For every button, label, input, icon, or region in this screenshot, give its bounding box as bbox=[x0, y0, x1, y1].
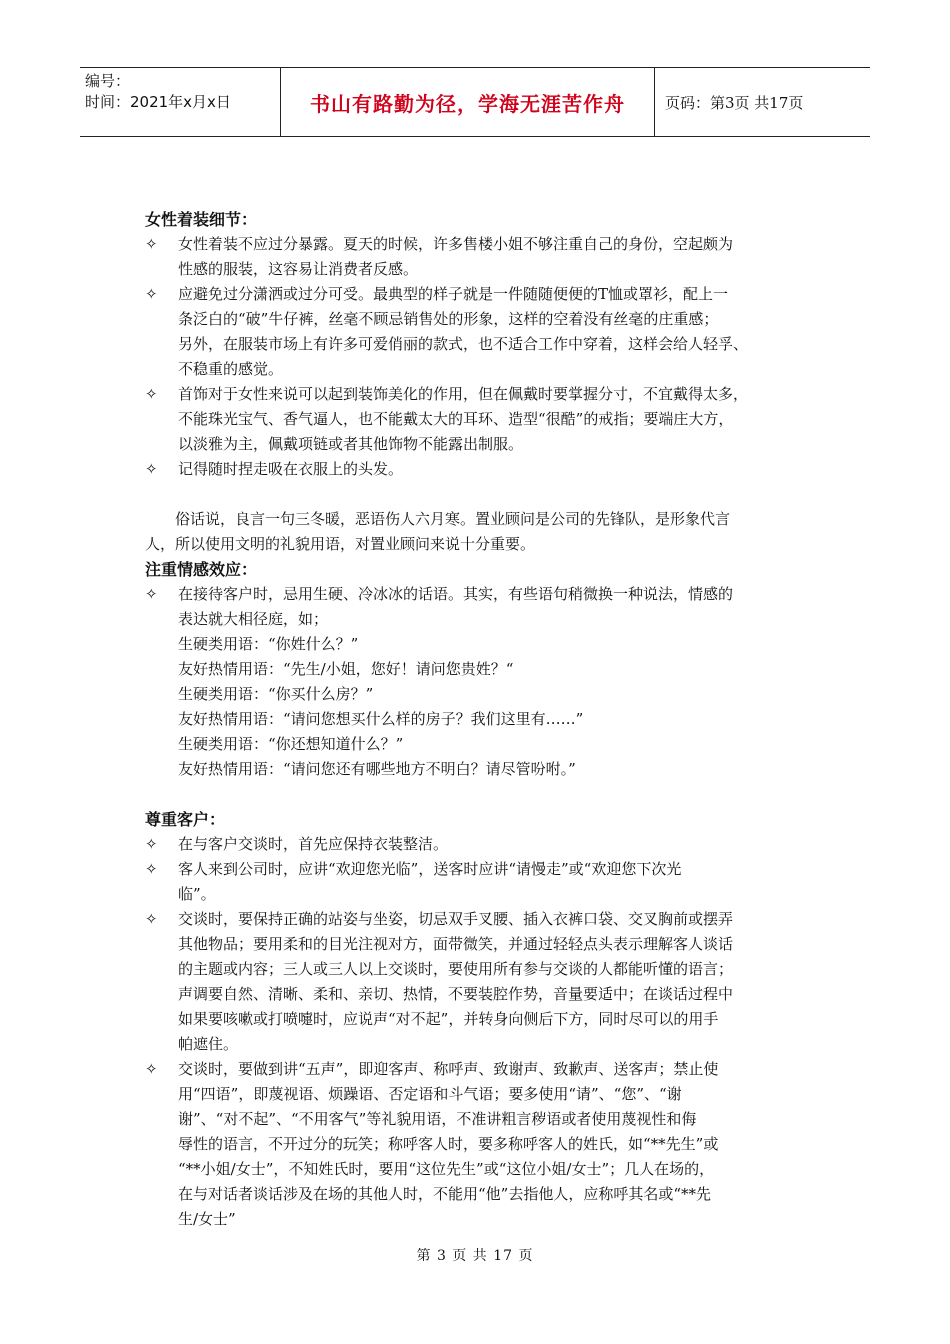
list-item-line: 表达就大相径庭，如； bbox=[178, 610, 329, 628]
spacer bbox=[145, 782, 825, 807]
list-item-line: 临”。 bbox=[178, 885, 216, 903]
list-item-line: 以淡雅为主，佩戴项链或者其他饰物不能露出制服。 bbox=[178, 435, 524, 453]
list-item-line: 应避免过分潇洒或过分可受。最典型的样子就是一件随随便便的T恤或罩衫，配上一 bbox=[178, 285, 729, 303]
section-heading-respect-customers: 尊重客户： bbox=[145, 810, 226, 829]
list-item-line: 谢”、“对不起”、“不用客气”等礼貌用语，不准讲粗言秽语或者使用蔑视性和侮 bbox=[178, 1110, 697, 1128]
bullet-icon: ✧ bbox=[145, 460, 158, 478]
section-heading-female-dress: 女性着装细节： bbox=[145, 210, 258, 229]
paragraph-line: 俗话说，良言一句三冬暖，恶语伤人六月寒。置业顾问是公司的先锋队，是形象代言 bbox=[145, 510, 731, 528]
list-item-line: 友好热情用语：“先生/小姐，您好！请问您贵姓？“ bbox=[178, 660, 514, 678]
bullet-icon: ✧ bbox=[145, 385, 158, 403]
list-item-line: 交谈时，要做到讲“五声”，即迎客声、称呼声、致谢声、致歉声、送客声；禁止使 bbox=[178, 1060, 719, 1078]
paragraph-line: 人，所以使用文明的礼貌用语，对置业顾问来说十分重要。 bbox=[145, 535, 536, 553]
list-item-line: 生硬类用语：“你姓什么？” bbox=[178, 635, 359, 653]
list-item-line: 不能珠光宝气、香气逼人，也不能戴太大的耳环、造型“很酷”的戒指；要端庄大方， bbox=[178, 410, 734, 428]
header-motto: 书山有路勤为径，学海无涯苦作舟 bbox=[310, 91, 625, 116]
list-item-line: 友好热情用语：“请问您还有哪些地方不明白？请尽管吩咐。” bbox=[178, 760, 576, 778]
header-right bbox=[655, 68, 870, 136]
header-left bbox=[80, 68, 280, 136]
list-item-line: 条泛白的“破”牛仔裤，丝毫不顾忌销售处的形象，这样的空着没有丝毫的庄重感； bbox=[178, 310, 719, 328]
list-item-line: 首饰对于女性来说可以起到装饰美化的作用，但在佩戴时要掌握分寸，不宜戴得太多， bbox=[178, 385, 749, 403]
section-heading-emotional-effect: 注重情感效应： bbox=[145, 560, 258, 579]
document-number-label: 编号： bbox=[85, 72, 131, 90]
list-item-line: 的主题或内容；三人或三人以上交谈时，要使用所有参与交谈的人都能听懂的语言； bbox=[178, 960, 734, 978]
list-item bbox=[145, 457, 825, 482]
list-item-line: 交谈时，要保持正确的站姿与坐姿，切忌双手叉腰、插入衣裤口袋、交叉胸前或摆弄 bbox=[178, 910, 734, 928]
list-item-line: “**小姐/女士”，不知姓氏时，要用“这位先生”或“这位小姐/女士”；几人在场的， bbox=[178, 1160, 715, 1178]
list-item bbox=[145, 232, 825, 282]
list-item bbox=[145, 857, 825, 907]
section-respect-customers-list bbox=[145, 832, 825, 1232]
document-body bbox=[145, 207, 825, 1232]
bullet-icon: ✧ bbox=[145, 860, 158, 878]
list-item-line: 声调要自然、清晰、柔和、亲切、热情，不要装腔作势，音量要适中；在谈话过程中 bbox=[178, 985, 734, 1003]
bullet-icon: ✧ bbox=[145, 910, 158, 928]
list-item bbox=[145, 907, 825, 1057]
list-item bbox=[145, 1057, 825, 1232]
list-item-line: 其他物品；要用柔和的目光注视对方，面带微笑，并通过轻轻点头表示理解客人谈话 bbox=[178, 935, 734, 953]
header-page-info: 页码：第3页 共17页 bbox=[665, 93, 804, 112]
bullet-icon: ✧ bbox=[145, 585, 158, 603]
list-item bbox=[145, 832, 825, 857]
spacer bbox=[145, 482, 825, 507]
list-item-line: 记得随时捏走吸在衣服上的头发。 bbox=[178, 460, 404, 478]
list-item-line: 生硬类用语：“你还想知道什么？” bbox=[178, 735, 404, 753]
list-item-line: 在与客户交谈时，首先应保持衣装整洁。 bbox=[178, 835, 449, 853]
bullet-icon: ✧ bbox=[145, 285, 158, 303]
bullet-icon: ✧ bbox=[145, 1060, 158, 1078]
list-item-line: 在接待客户时，忌用生硬、冷冰冰的话语。其实，有些语句稍微换一种说法，情感的 bbox=[178, 585, 734, 603]
section-emotional-effect-list bbox=[145, 582, 825, 782]
section-female-dress-list bbox=[145, 232, 825, 482]
intro-paragraph bbox=[145, 507, 825, 557]
list-item-line: 辱性的语言，不开过分的玩笑；称呼客人时，要多称呼客人的姓氏，如“**先生”或 bbox=[178, 1135, 719, 1153]
document-time-label: 时间：2021年x月x日 bbox=[85, 93, 231, 111]
header-middle bbox=[280, 68, 655, 136]
list-item-line: 如果要咳嗽或打喷嚏时，应说声“对不起”，并转身向侧后下方，同时尽可以的用手 bbox=[178, 1010, 719, 1028]
list-item-line: 性感的服装，这容易让消费者反感。 bbox=[178, 260, 419, 278]
list-item bbox=[145, 582, 825, 782]
list-item-line: 女性着装不应过分暴露。夏天的时候，许多售楼小姐不够注重自己的身份，空起颇为 bbox=[178, 235, 734, 253]
list-item-line: 不稳重的感觉。 bbox=[178, 360, 284, 378]
list-item-line: 生/女士” bbox=[178, 1210, 236, 1228]
list-item-line: 用“四语”，即蔑视语、烦躁语、否定语和斗气语；要多使用“请”、“您”、“谢 bbox=[178, 1085, 682, 1103]
page-footer: 第 3 页 共 17 页 bbox=[416, 1248, 534, 1264]
list-item bbox=[145, 382, 825, 457]
page-header bbox=[80, 67, 870, 137]
list-item-line: 在与对话者谈话涉及在场的其他人时，不能用“他”去指他人，应称呼其名或“**先 bbox=[178, 1185, 712, 1203]
bullet-icon: ✧ bbox=[145, 835, 158, 853]
list-item bbox=[145, 282, 825, 382]
list-item-line: 生硬类用语：“你买什么房？” bbox=[178, 685, 374, 703]
list-item-line: 另外，在服装市场上有许多可爱俏丽的款式，也不适合工作中穿着，这样会给人轻孚、 bbox=[178, 335, 749, 353]
list-item-line: 友好热情用语：“请问您想买什么样的房子？我们这里有……” bbox=[178, 710, 584, 728]
list-item-line: 客人来到公司时，应讲“欢迎您光临”，送客时应讲“请慢走”或“欢迎您下次光 bbox=[178, 860, 682, 878]
list-item-line: 帕遮住。 bbox=[178, 1035, 239, 1053]
bullet-icon: ✧ bbox=[145, 235, 158, 253]
